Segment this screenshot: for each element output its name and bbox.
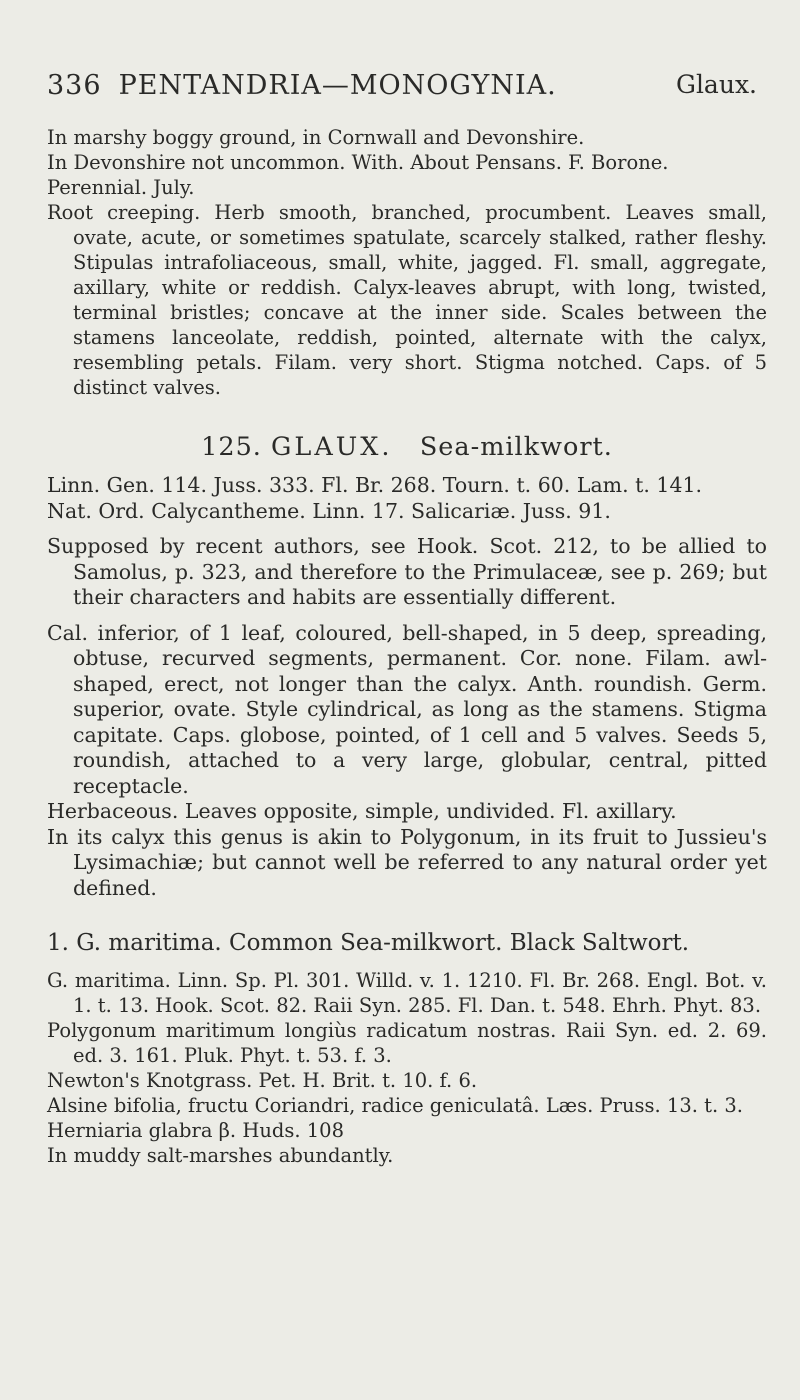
prev-duration: Perennial. July. [47, 176, 195, 199]
genus-characters: Cal. inferior, of 1 leaf, coloured, bell-shaped, in 5 deep, spreading, obtuse, recurved segments, permanent. Cor. none. Filam. awl-shaped, erect, not longer than the calyx. Anth. roundish. Germ. superior, ovate. Style cylindrical, as long as the stamens. Stigma capitate. Caps. globose, pointed, of 1 cell and 5 valves. Seeds 5, roundish, attached to a very large, globular, central, pitted receptacle. [47, 620, 767, 798]
genus-common-name: Sea-milkwort. [419, 432, 613, 462]
genus-tag: Glaux. [675, 70, 757, 99]
genus-affinity: In its calyx this genus is akin to Polygonum, in its fruit to Jussieu's Lysimachiæ; but cannot well be referred to any natural order yet defined. [47, 824, 767, 900]
synonym-5: Herniaria glabra β. Huds. 108 [47, 1119, 344, 1142]
genus-note: Supposed by recent authors, see Hook. Scot. 212, to be allied to Samolus, p. 323, and therefore to the Primulaceæ, see p. 269; but their characters and habits are essentially different. [47, 534, 767, 609]
synonym-3: Newton's Knotgrass. Pet. H. Brit. t. 10. f. 6. [47, 1069, 478, 1092]
prev-description: Root creeping. Herb smooth, branched, procumbent. Leaves small, ovate, acute, or sometimes spatulate, scarcely stalked, rather fleshy. Stipulas intrafoliaceous, small, white, jagged. Fl. small, aggregate, axillary, white or reddish. Calyx-leaves abrupt, with long, twisted, terminal bristles; concave at the inner side. Scales between the stamens lanceolate, reddish, pointed, alternate with the calyx, resembling petals. Filam. very short. Stigma notched. Caps. of 5 distinct valves. [47, 201, 767, 399]
genus-habit: Herbaceous. Leaves opposite, simple, undivided. Fl. axillary. [47, 799, 677, 823]
page-number: 336 [47, 70, 102, 101]
running-title: PENTANDRIA—MONOGYNIA. [118, 70, 557, 101]
natural-order: Nat. Ord. Calycantheme. Linn. 17. Salicariæ. Juss. 91. [47, 498, 611, 523]
genus-name: GLAUX. [271, 432, 393, 462]
text-column [47, 125, 767, 1168]
genus-number: 125. [201, 432, 262, 462]
running-header [47, 70, 767, 104]
genus-heading [47, 432, 767, 462]
prev-habitat: In marshy boggy ground, in Cornwall and Devonshire. [47, 126, 585, 149]
synonym-2: Polygonum maritimum longiùs radicatum nostras. Raii Syn. ed. 2. 69. ed. 3. 161. Pluk. Phyt. t. 53. f. 3. [47, 1019, 767, 1067]
synonym-1: G. maritima. Linn. Sp. Pl. 301. Willd. v. 1. 1210. Fl. Br. 268. Engl. Bot. v. 1. t. 13. Hook. Scot. 82. Raii Syn. 285. Fl. Dan. t. 548. Ehrh. Phyt. 83. [47, 969, 767, 1017]
prev-locality: In Devonshire not uncommon. With. About Pensans. F. Borone. [47, 151, 669, 174]
synonym-4: Alsine bifolia, fructu Coriandri, radice geniculatâ. Læs. Pruss. 13. t. 3. [47, 1094, 743, 1117]
species-habitat: In muddy salt-marshes abundantly. [47, 1144, 394, 1167]
species-title: 1. G. maritima. Common Sea-milkwort. Black Saltwort. [47, 930, 690, 956]
genus-references: Linn. Gen. 114. Juss. 333. Fl. Br. 268. Tourn. t. 60. Lam. t. 141. [47, 473, 703, 497]
